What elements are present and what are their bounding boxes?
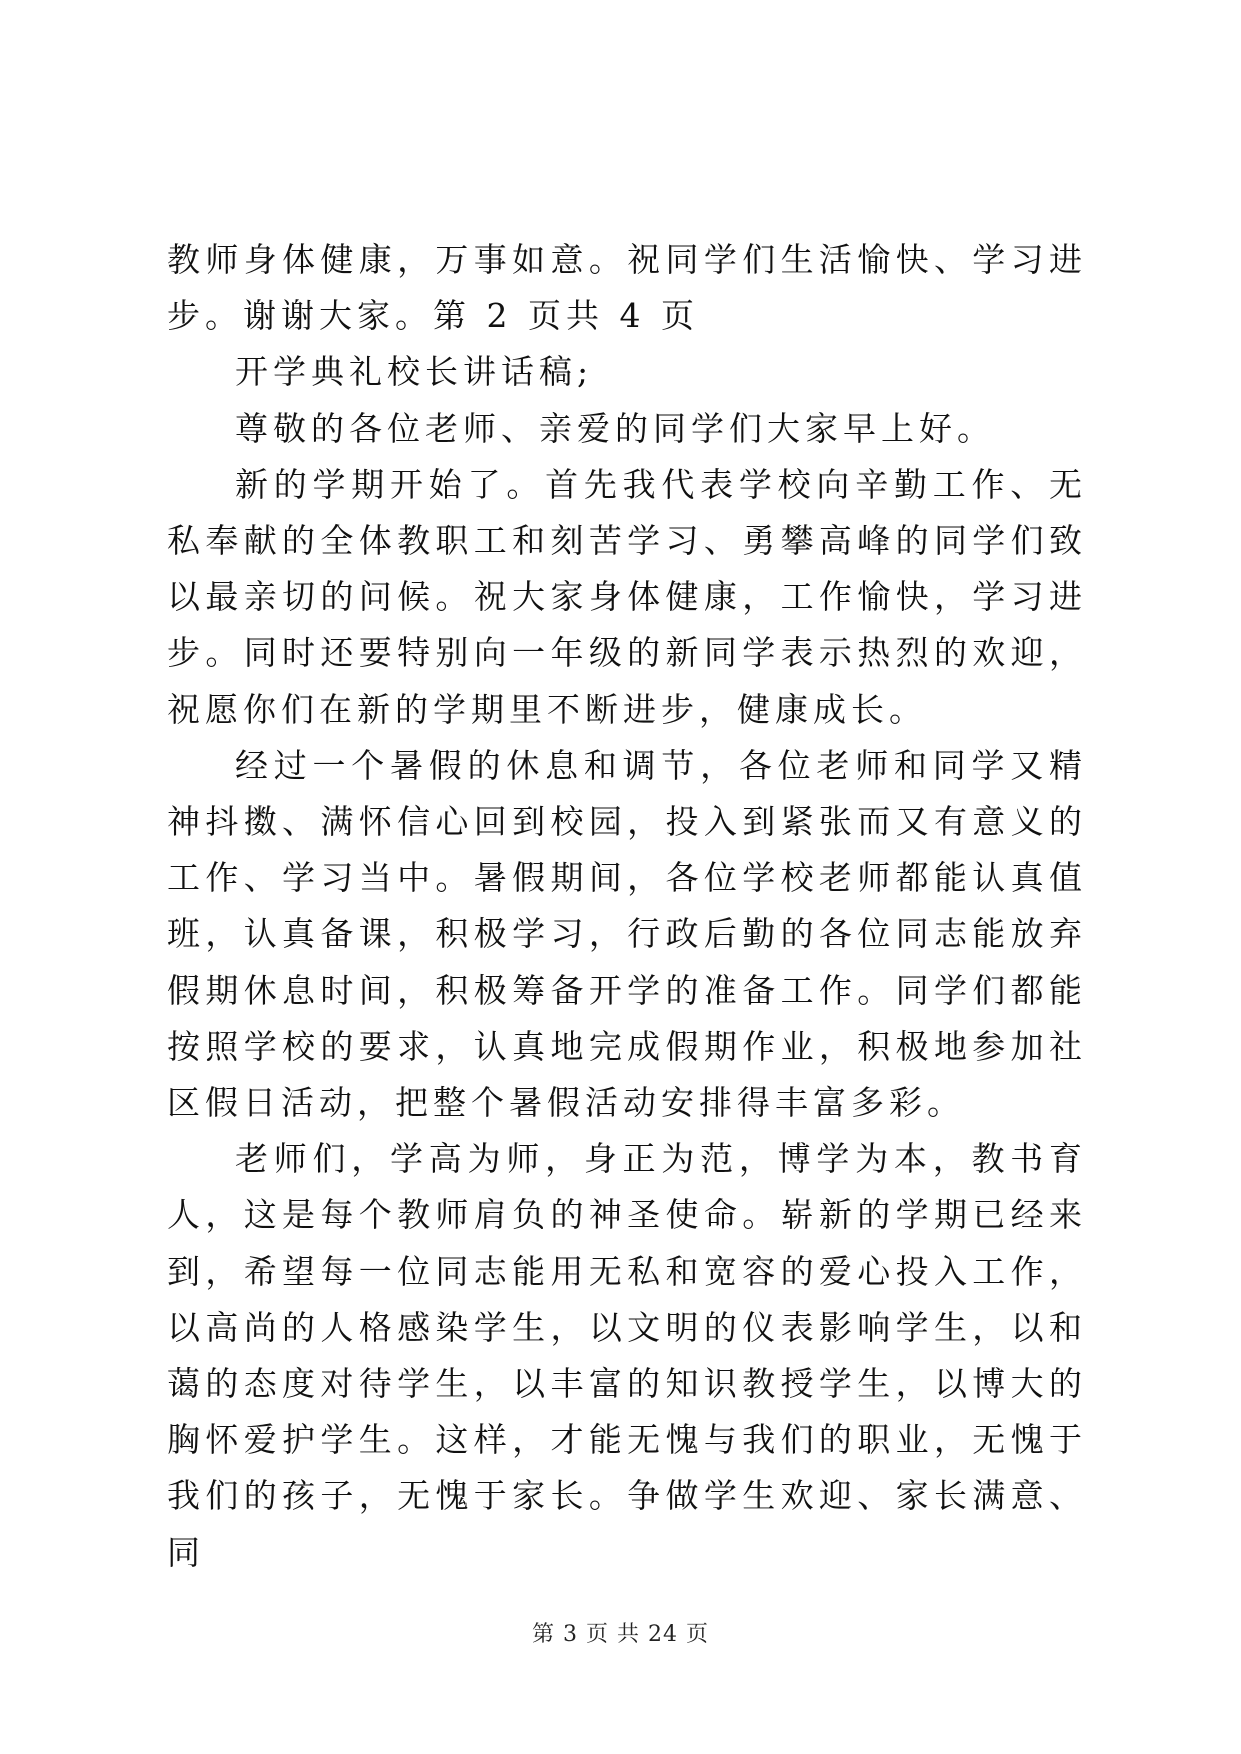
paragraph-5: 经过一个暑假的休息和调节，各位老师和同学又精神抖擞、满怀信心回到校园，投入到紧张而又有意义的工作、学习当中。暑假期间，各位学校老师都能认真值班，认真备课，积极学习，行政后勤的各位同志能放弃假期休息时间，积极筹备开学的准备工作。同学们都能按照学校的要求，认真地完成假期作业，积极地参加社区假日活动，把整个暑假活动安排得丰富多彩。 (167, 745, 1087, 1123)
paragraph-6: 老师们，学高为师，身正为范，博学为本，教书育人，这是每个教师肩负的神圣使命。崭新的学期已经来到，希望每一位同志能用无私和宽容的爱心投入工作，以高尚的人格感染学生，以文明的仪表影响学生，以和蔼的态度对待学生，以丰富的知识教授学生，以博大的胸怀爱护学生。这样，才能无愧与我们的职业，无愧于我们的孩子，无愧于家长。争做学生欢迎、家长满意、同 (167, 1139, 1087, 1572)
paragraph-3-greeting: 尊敬的各位老师、亲爱的同学们大家早上好。 (235, 408, 995, 448)
paragraph-2-heading: 开学典礼校长讲话稿; (235, 352, 594, 392)
paragraph-4: 新的学期开始了。首先我代表学校向辛勤工作、无私奉献的全体教职工和刻苦学习、勇攀高峰的同学们致以最亲切的问候。祝大家身体健康，工作愉快，学习进步。同时还要特别向一年级的新同学表示热烈的欢迎，祝愿你们在新的学期里不断进步，健康成长。 (167, 464, 1087, 729)
page-footer: 第 3 页 共 24 页 (532, 1622, 709, 1647)
document-body (167, 232, 1087, 1581)
paragraph-1: 教师身体健康，万事如意。祝同学们生活愉快、学习进步。谢谢大家。第 2 页共 4 页 (167, 240, 1087, 336)
